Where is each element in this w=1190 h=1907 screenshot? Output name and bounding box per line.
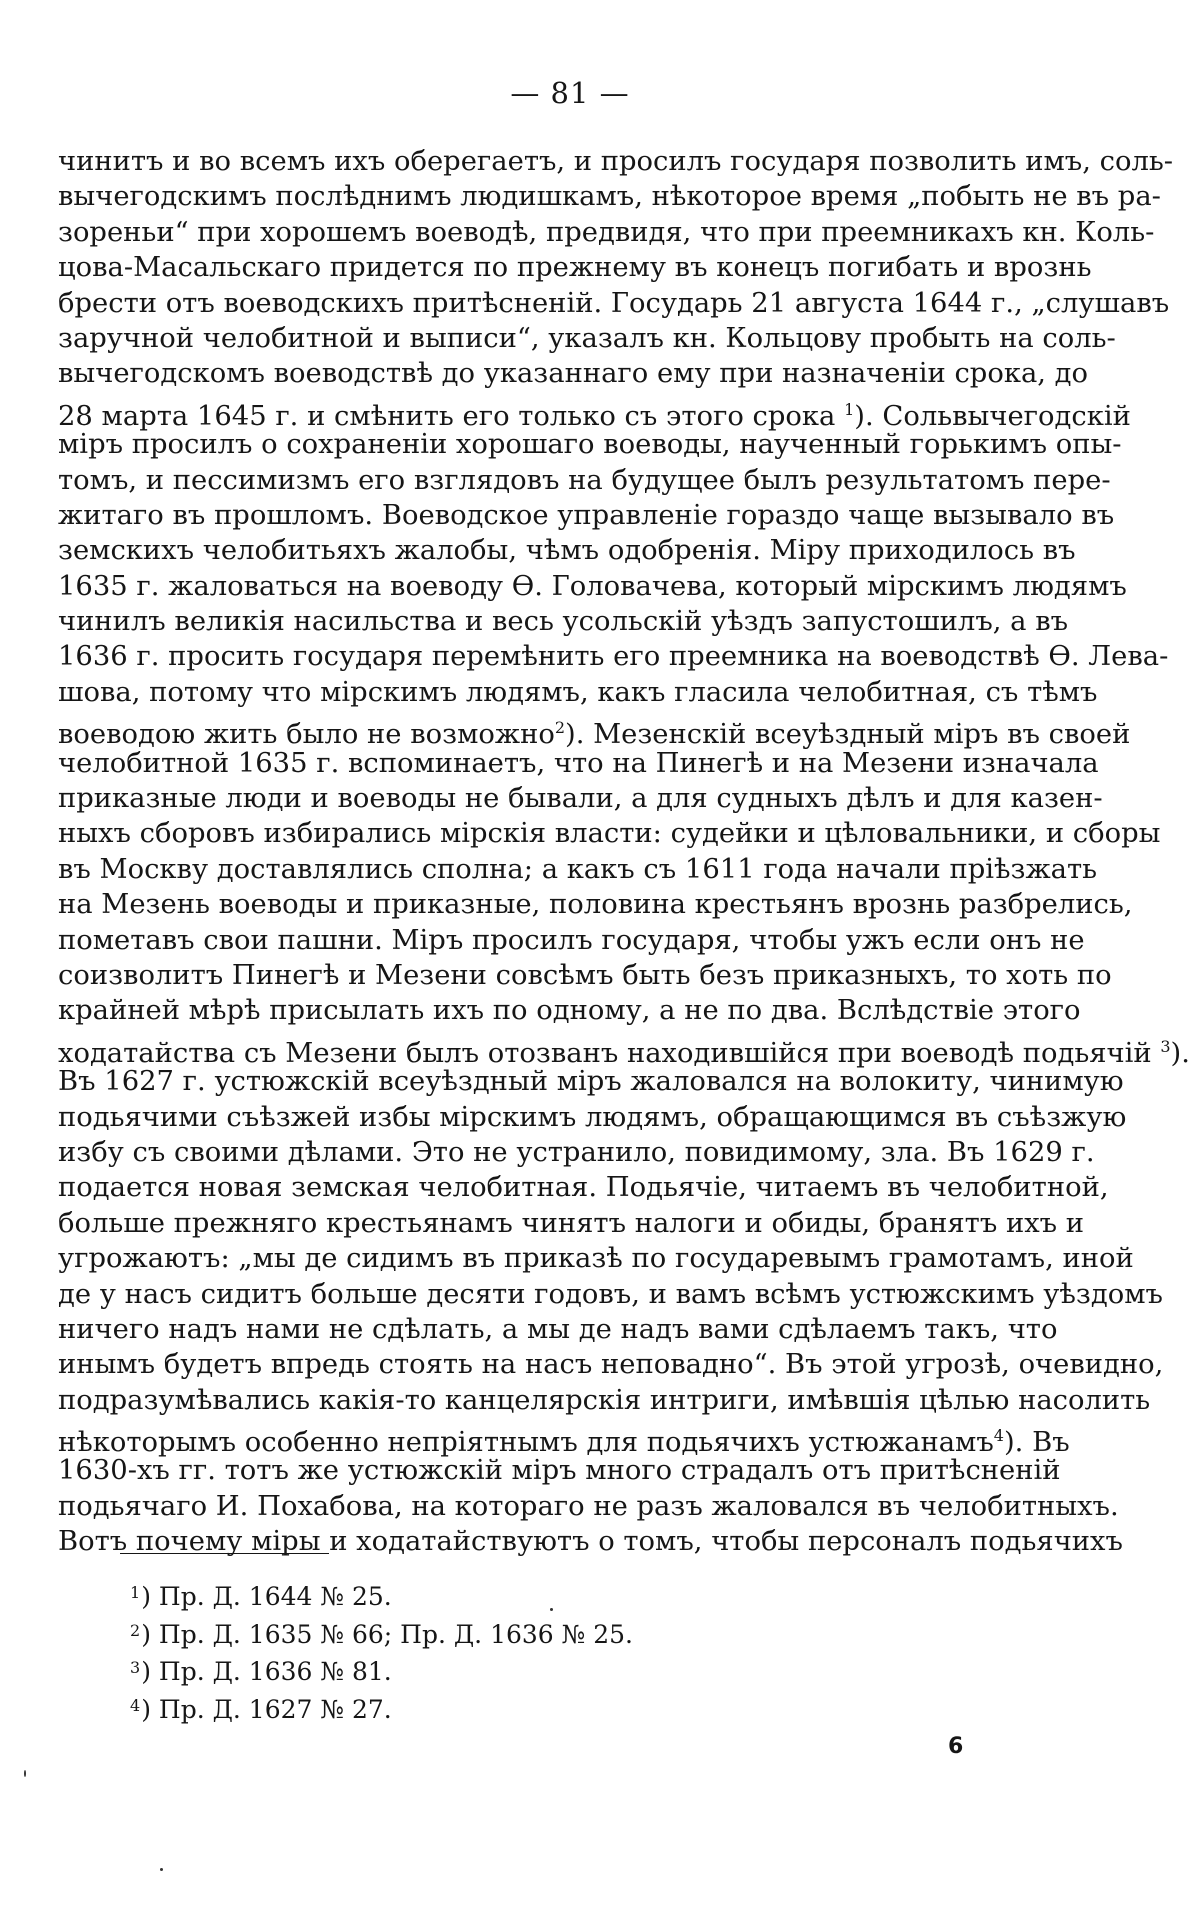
text-line: брести отъ воеводскихъ притѣсненій. Государь 21 августа 1644 г., „слушавъ (58, 287, 1170, 319)
text-line: 1636 г. просить государя перемѣнить его преемника на воеводствѣ Ѳ. Лева- (58, 641, 1169, 673)
text-line: житаго въ прошломъ. Воеводское управленіе гораздо чаще вызывало въ (58, 499, 1115, 531)
scan-speck (160, 1868, 163, 1871)
text-line: подьячими съѣзжей избы мірскимъ людямъ, обращающимся въ съѣзжую (58, 1101, 1127, 1133)
body-text (58, 144, 1190, 1560)
signature-mark: 6 (948, 1734, 964, 1759)
footnote-divider (120, 1553, 329, 1554)
text-segment: ). Сольвычегодскій (854, 400, 1131, 432)
footnote (130, 1651, 633, 1689)
footnote-ref: 4 (993, 1426, 1004, 1446)
text-line: пометавъ свои пашни. Міръ просилъ государя, чтобы ужъ если онъ не (58, 924, 1085, 956)
footnote (130, 1614, 633, 1652)
text-line: подразумѣвались какія-то канцелярскія интриги, имѣвшія цѣлью насолить (58, 1384, 1151, 1416)
text-line: вычегодскимъ послѣднимъ людишкамъ, нѣкоторое время „побыть не въ ра- (58, 181, 1161, 213)
text-line: зореньи“ при хорошемъ воеводѣ, предвидя, что при преемникахъ кн. Коль- (58, 216, 1155, 248)
page-number: — 81 — (510, 76, 630, 110)
footnote-text: ) Пр. Д. 1644 № 25. (141, 1582, 392, 1611)
footnote-mark: 4 (130, 1695, 141, 1715)
text-line: соизволитъ Пинегѣ и Мезени совсѣмъ быть безъ приказныхъ, то хоть по (58, 959, 1112, 991)
scan-speck (550, 1608, 553, 1611)
text-line: де у насъ сидитъ больше десяти годовъ, и вамъ всѣмъ устюжскимъ уѣздомъ (58, 1278, 1163, 1310)
footnote-text: ) Пр. Д. 1636 № 81. (141, 1657, 392, 1686)
text-line-with-footnote-ref (58, 1029, 1190, 1069)
footnote-text: ) Пр. Д. 1635 № 66; Пр. Д. 1636 № 25. (141, 1619, 634, 1649)
footnote-mark: 1 (130, 1583, 141, 1602)
text-line: ныхъ сборовъ избирались мірскія власти: судейки и цѣловальники, и сборы (58, 818, 1161, 850)
footnote-ref: 3 (1160, 1036, 1171, 1056)
text-line: Вотъ почему міры и ходатайствуютъ о томъ, чтобы персоналъ подьячихъ (58, 1526, 1123, 1558)
text-line: шова, потому что мірскимъ людямъ, какъ гласила челобитная, съ тѣмъ (58, 676, 1098, 708)
text-segment: 28 марта 1645 г. и смѣнить его только съ этого срока (58, 400, 836, 432)
text-line: земскихъ челобитьяхъ жалобы, чѣмъ одобренія. Міру приходилось въ (58, 535, 1076, 567)
text-line: чинилъ великія насильства и весь усольскій уѣздъ запустошилъ, а въ (58, 606, 1069, 638)
text-line: приказные люди и воеводы не бывали, а для судныхъ дѣлъ и для казен- (58, 783, 1103, 815)
text-line-with-footnote-ref (58, 710, 1131, 751)
text-line: 1635 г. жаловаться на воеводу Ѳ. Головачева, который мірскимъ людямъ (58, 570, 1127, 602)
text-segment: ). Въ (1003, 1427, 1070, 1459)
text-line: крайней мѣрѣ присылать ихъ по одному, а не по два. Вслѣдствіе этого (58, 995, 1081, 1027)
text-line: избу съ своими дѣлами. Это не устранило, повидимому, зла. Въ 1629 г. (58, 1136, 1095, 1168)
text-segment: ходатайства съ Мезени былъ отозванъ находившійся при воеводѣ подьячій (58, 1037, 1152, 1069)
text-line: подьячаго И. Похабова, на котораго не разъ жаловался въ челобитныхъ. (58, 1490, 1119, 1522)
text-line-with-footnote-ref (58, 1418, 1070, 1459)
text-line: томъ, и пессимизмъ его взглядовъ на будущее былъ результатомъ пере- (58, 464, 1111, 496)
footnote-mark: 2 (130, 1620, 141, 1640)
scan-speck (24, 1770, 26, 1777)
text-line: угрожаютъ: „мы де сидимъ въ приказѣ по государевымъ грамотамъ, иной (58, 1243, 1134, 1275)
text-line: ничего надъ нами не сдѣлать, а мы де надъ вами сдѣлаемъ такъ, что (58, 1313, 1058, 1345)
text-line: челобитной 1635 г. вспоминаетъ, что на Пинегѣ и на Мезени изначала (58, 747, 1099, 779)
text-line: чинитъ и во всемъ ихъ оберегаетъ, и просилъ государя позволить имъ, соль- (58, 146, 1174, 177)
text-line: міръ просилъ о сохраненіи хорошаго воеводы, наученный горькимъ опы- (58, 429, 1122, 461)
text-line: на Мезень воеводы и приказные, половина крестьянъ врознь разбрелись, (58, 889, 1133, 921)
footnote (130, 1689, 633, 1727)
text-segment: ). Мезенскій всеуѣздный міръ въ своей (565, 719, 1131, 751)
text-line: въ Москву доставлялись сполна; а какъ съ 1611 года начали пріѣзжать (58, 853, 1098, 885)
footnote-mark: 3 (130, 1658, 141, 1677)
footnotes (130, 1576, 633, 1726)
text-line: больше прежняго крестьянамъ чинятъ налоги и обиды, бранятъ ихъ и (58, 1207, 1085, 1239)
footnote-ref: 2 (554, 718, 566, 738)
text-line: вычегодскомъ воеводствѣ до указаннаго ему при назначеніи срока, до (58, 358, 1089, 390)
text-line-with-footnote-ref (58, 392, 1131, 432)
footnote-text: ) Пр. Д. 1627 № 27. (141, 1694, 392, 1724)
text-line: цова-Масальскаго придется по прежнему въ конецъ погибать и врознь (58, 252, 1092, 284)
text-line: заручной челобитной и выписи“, указалъ кн. Кольцову пробыть на соль- (58, 322, 1116, 354)
text-line: 1630-хъ гг. тотъ же устюжскій міръ много страдалъ отъ притѣсненій (58, 1455, 1061, 1487)
text-line: Въ 1627 г. устюжскій всеуѣздный міръ жаловался на волокиту, чинимую (58, 1066, 1124, 1098)
text-segment: нѣкоторымъ особенно непріятнымъ для подьячихъ устюжанамъ (58, 1427, 994, 1459)
footnote-ref: 1 (844, 399, 855, 419)
text-line: подается новая земская челобитная. Подьячіе, читаемъ въ челобитной, (58, 1172, 1109, 1204)
text-line: инымъ будетъ впредь стоять на насъ неповадно“. Въ этой угрозѣ, очевидно, (58, 1349, 1164, 1381)
footnote (130, 1576, 633, 1614)
text-segment: воеводою жить было не возможно (58, 719, 555, 751)
text-segment: ). (1170, 1037, 1190, 1069)
